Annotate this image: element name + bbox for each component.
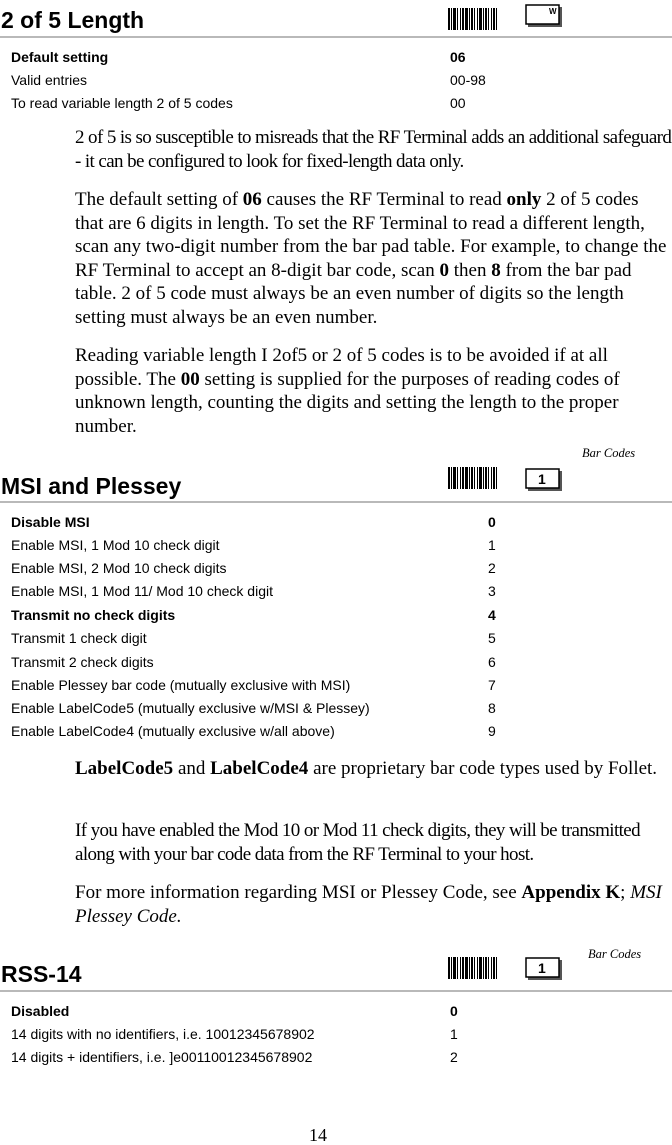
table-value: 0 [488, 514, 496, 530]
table-label: Enable MSI, 1 Mod 11/ Mod 10 check digit [11, 583, 273, 599]
table-value: 0 [450, 1003, 458, 1019]
section-title-2of5: 2 of 5 Length [1, 7, 145, 33]
table-value: 00-98 [450, 72, 486, 88]
section-divider [0, 990, 672, 992]
svg-text:W: W [549, 7, 557, 16]
section-title-msi: MSI and Plessey [1, 473, 182, 499]
table-label: 14 digits with no identifiers, i.e. 10012345678902 [11, 1026, 315, 1042]
svg-text:1: 1 [538, 471, 546, 487]
table-label: Enable LabelCode4 (mutually exclusive w/all above) [11, 723, 335, 739]
table-label: 14 digits + identifiers, i.e. ]e00110012345678902 [11, 1049, 313, 1065]
side-tag: Bar Codes [588, 947, 642, 961]
paragraph: The default setting of 06 causes the RF Terminal to read only 2 of 5 codes that are 6 digits in length. To set the RF Terminal to read a different length, scan any two-digit number from the bar pad table. For example, to change the RF Terminal to accept an 8-digit bar code, scan 0 then 8 from the bar pad table. 2 of 5 code must always be an even number of digits so the length setting must always be an even number. [75, 189, 667, 328]
table-value: 3 [488, 583, 496, 599]
table-value: 06 [450, 49, 466, 65]
key-1-icon [525, 957, 563, 981]
table-label: To read variable length 2 of 5 codes [11, 95, 233, 111]
table-value: 2 [488, 560, 496, 576]
paragraph: If you have enabled the Mod 10 or Mod 11 check digits, they will be transmitted along with your bar code data from the RF Terminal to your host. [75, 820, 641, 865]
table-label: Enable LabelCode5 (mutually exclusive w/MSI & Plessey) [11, 700, 370, 716]
table-label: Disabled [11, 1003, 70, 1019]
section-title-rss: RSS-14 [1, 961, 82, 987]
table-value: 00 [450, 95, 466, 111]
key-w-icon [525, 4, 563, 28]
svg-text:1: 1 [538, 960, 546, 976]
table-value: 6 [488, 654, 496, 670]
table-label: Transmit 1 check digit [11, 630, 147, 646]
paragraph: Reading variable length I 2of5 or 2 of 5 codes is to be avoided if at all possible. The 00 setting is supplied for the purposes of reading codes of unknown length, counting the digits and setting the length to the proper number. [75, 345, 620, 437]
table-label: Transmit no check digits [11, 607, 176, 623]
section-divider [0, 36, 672, 38]
table-value: 9 [488, 723, 496, 739]
side-tag: Bar Codes [582, 446, 636, 460]
paragraph: For more information regarding MSI or Plessey Code, see Appendix K; MSI Plessey Code. [75, 882, 662, 927]
table-value: 2 [450, 1049, 458, 1065]
table-label: Disable MSI [11, 514, 90, 530]
barcode-icon [448, 957, 504, 979]
page-number: 14 [309, 1125, 327, 1145]
barcode-icon [448, 8, 504, 30]
table-label: Enable MSI, 1 Mod 10 check digit [11, 537, 220, 553]
table-value: 5 [488, 630, 496, 646]
table-label: Default setting [11, 49, 109, 65]
table-value: 8 [488, 700, 496, 716]
table-value: 1 [450, 1026, 458, 1042]
table-label: Enable Plessey bar code (mutually exclusive with MSI) [11, 677, 351, 693]
paragraph: 2 of 5 is so susceptible to misreads that the RF Terminal adds an additional safeguard - it can be configured to look for fixed-length data only. [75, 127, 672, 172]
table-value: 7 [488, 677, 496, 693]
table-value: 1 [488, 537, 496, 553]
key-1-icon [525, 468, 563, 492]
table-label: Valid entries [11, 72, 88, 88]
section-divider [0, 501, 672, 503]
barcode-icon [448, 467, 504, 489]
table-value: 4 [488, 607, 496, 623]
paragraph: LabelCode5 and LabelCode4 are proprietary bar code types used by Follet. [75, 758, 658, 779]
table-label: Transmit 2 check digits [11, 654, 154, 670]
table-label: Enable MSI, 2 Mod 10 check digits [11, 560, 227, 576]
